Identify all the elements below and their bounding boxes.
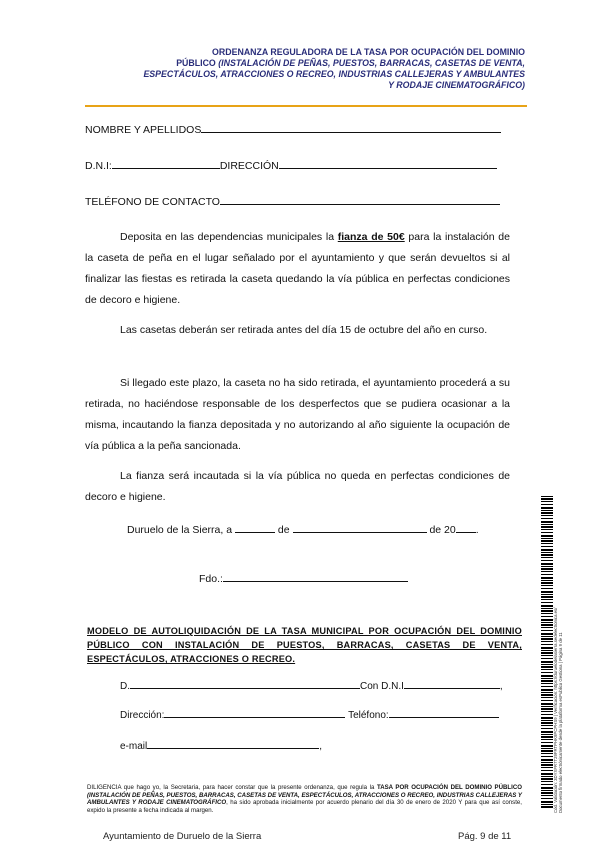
phone-line[interactable] (220, 194, 500, 205)
validation-line-2: Documento firmado electrónicamente desde la plataforma esPublico Gestiona | Página 9 de 11 (558, 632, 563, 813)
diligencia-a: DILIGENCIA que hago yo, la Secretaria, para hacer constar que la presente ordenanza, que regula la (87, 784, 377, 791)
year-line[interactable] (456, 522, 476, 533)
address-line[interactable] (279, 158, 497, 169)
dni-line[interactable] (112, 158, 220, 169)
page-number: Pág. 9 de 11 (458, 831, 512, 842)
header-line-4: Y RODAJE CINEMATOGRÁFICO) (388, 80, 525, 90)
date-end: . (475, 524, 479, 536)
month-line[interactable] (293, 522, 427, 533)
diligencia-b: TASA POR OCUPACIÓN DEL DOMINIO PÚBLICO (376, 784, 522, 791)
self-assessment-title: MODELO DE AUTOLIQUIDACIÓN DE LA TASA MUNICIPAL POR OCUPACIÓN DEL DOMINIO PÚBLICO CON INSTALACIÓN DE PUESTOS, BARRACAS, CASETAS DE VENTA, ESPECTÁCULOS, ATRACCIONES O RECREO. (87, 626, 522, 664)
email-line[interactable] (147, 738, 319, 749)
phone-label: TELÉFONO DE CONTACTO (85, 196, 220, 208)
validation-line-1: Cód. Validación: 3DYXFR7T29FRTPHK9PCPHS9 | Verificación: https://duruelodelasierra.sedelectronica.es/ (553, 607, 558, 813)
validation-text (553, 493, 563, 813)
p1-text-b: para la instalación de la caseta de peña en el lugar señalado por el ayuntamiento y que serán devueltos si al finalizar las fiestas es retirada la caseta quedando la vía pública en perfectas condiciones de decoro e higiene. (85, 231, 510, 306)
header-line-2-prefix: PÚBLICO (176, 58, 219, 68)
place-date-line (127, 522, 479, 536)
con-dni-label: Con D.N.I (360, 681, 404, 692)
paragraph-forfeit (85, 466, 510, 508)
header-line-2 (90, 58, 525, 69)
diligencia-c: (INSTALACIÓN DE PEÑAS, PUESTOS, BARRACAS, CASETAS DE VENTA, ESPECTÁCULOS, ATRACCIONES O RECREO, INDUSTRIAS CALLEJERAS Y AMBULANTES Y RODAJE CINEMATOGRÁFICO (87, 791, 522, 807)
direccion-label: Dirección: (120, 710, 165, 721)
dni-label: D.N.I: (85, 160, 112, 172)
header-line-1: ORDENANZA REGULADORA DE LA TASA POR OCUPACIÓN DEL DOMINIO (212, 47, 525, 57)
header-divider (85, 105, 527, 107)
d-dni-field (120, 678, 503, 692)
p2-text: Las casetas deberán ser retirada antes del día 15 de octubre del año en curso. (120, 324, 488, 336)
paragraph-consequences (85, 373, 510, 457)
direccion-telefono-field (120, 707, 499, 721)
phone-field (85, 194, 500, 208)
de-label-1: de (277, 524, 290, 536)
diligencia-d: , ha sido aprobada inicialmente por acuerdo plenario del día 30 de enero de 2020 Y para que así conste, expido la presente a fecha indicada al margen. (87, 799, 522, 814)
header-line-2-italic: (INSTALACIÓN DE PEÑAS, PUESTOS, BARRACAS, CASETAS DE VENTA, (218, 58, 525, 68)
p4-text: La fianza será incautada si la vía pública no queda en perfectas condiciones de decoro e higiene. (85, 470, 510, 503)
fianza-amount: fianza de 50€ (337, 231, 405, 243)
con-dni-line[interactable] (404, 678, 500, 689)
email-field (120, 738, 322, 752)
paragraph-removal-deadline (85, 320, 510, 341)
telefono-label: Teléfono: (348, 710, 389, 721)
barcode-image (541, 496, 553, 808)
signature-field (199, 571, 408, 585)
dni-address-field (85, 158, 497, 172)
comma-1: , (499, 681, 503, 692)
d-label: D. (120, 681, 130, 692)
day-line[interactable] (235, 522, 275, 533)
email-label: e-mail (120, 741, 148, 752)
p3-text: Si llegado este plazo, la caseta no ha sido retirada, el ayuntamiento procederá a su retirada, no haciéndose responsable de los desperfectos que se pudiera ocasionar a la misma, incautando la fianza depositada y no autorizando al año siguiente la ocupación de vía pública a la peña sancionada. (85, 377, 510, 452)
d-line[interactable] (130, 678, 360, 689)
paragraph-deposit (85, 227, 510, 311)
document-header (90, 47, 525, 91)
p1-text-a: Deposita en las dependencias municipales la (120, 231, 338, 243)
header-line-3: ESPECTÁCULOS, ATRACCIONES O RECREO, INDUSTRIAS CALLEJERAS Y AMBULANTES (143, 69, 525, 79)
name-line[interactable] (201, 122, 501, 133)
fdo-label: Fdo.: (199, 573, 223, 585)
place-label: Duruelo de la Sierra, a (127, 524, 233, 536)
telefono-line[interactable] (389, 707, 499, 718)
address-label: DIRECCIÓN (219, 160, 279, 172)
name-field (85, 122, 501, 136)
footer-left: Ayuntamiento de Duruelo de la Sierra (103, 831, 262, 842)
de-label-2: de 20 (429, 524, 456, 536)
direccion-line[interactable] (164, 707, 345, 718)
signature-line[interactable] (223, 571, 408, 582)
name-label: NOMBRE Y APELLIDOS (85, 124, 202, 136)
diligencia-note (87, 784, 522, 814)
email-comma: , (319, 741, 323, 752)
